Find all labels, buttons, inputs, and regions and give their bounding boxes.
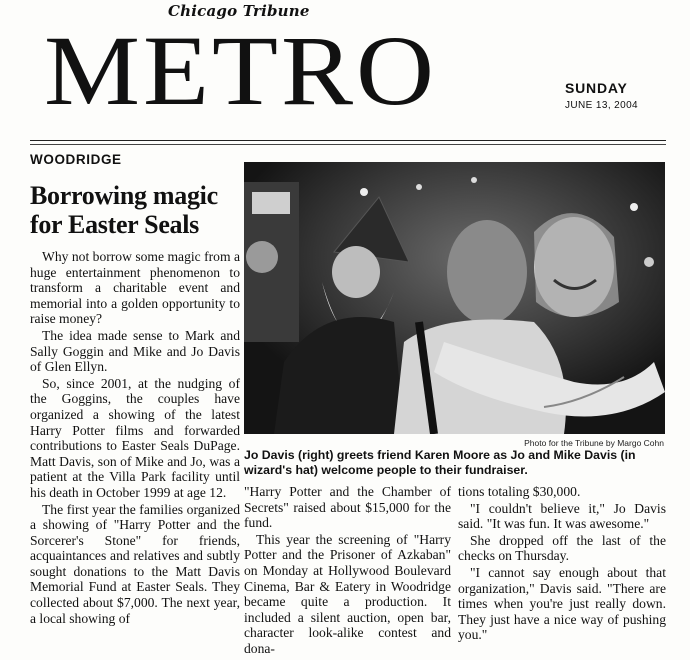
paragraph: "I couldn't believe it," Jo Davis said. "It was fun. It was awesome." <box>458 500 666 532</box>
paragraph: Why not borrow some magic from a huge entertainment phenomenon to transform a charitable event and memorial into a golden opportunity to raise money? <box>30 249 240 327</box>
photo-caption: Jo Davis (right) greets friend Karen Moore as Jo and Mike Davis (in wizard's hat) welcome people to their fundraiser. <box>244 448 636 477</box>
photo-credit: Photo for the Tribune by Margo Cohn <box>524 438 664 448</box>
paragraph: The first year the families organized a showing of "Harry Potter and the Sorcerer's Stone" for friends, acquaintances and relatives and subtly sought donations to the Matt Davis Memorial Fund at Easter Seals. They collected about $7,000. The next year, a local showing of <box>30 501 240 626</box>
masthead-paper-name: Chicago Tribune <box>168 2 310 20</box>
news-photo <box>244 162 665 434</box>
paragraph: This year the screening of "Harry Potter and the Prisoner of Azkaban" on Monday at Hollywood Boulevard Cinema, Bar & Eatery in Woodridge became quite a production. It included a silent auction, open bar, character look-alike contest and dona- <box>244 531 451 656</box>
masthead-rule-thin <box>30 144 666 145</box>
paragraph: "Harry Potter and the Chamber of Secrets" raised about $15,000 for the fund. <box>244 484 451 531</box>
article-column-1 <box>30 249 240 627</box>
paragraph: tions totaling $30,000. <box>458 484 581 499</box>
photo-illustration <box>244 162 665 434</box>
paragraph: She dropped off the last of the checks on Thursday. <box>458 532 666 564</box>
dateline: WOODRIDGE <box>30 152 122 167</box>
paragraph: "I cannot say enough about that organization," Davis said. "There are times when you're just really down. They just have a nice way of pushing you." <box>458 564 666 643</box>
paragraph: The idea made sense to Mark and Sally Goggin and Mike and Jo Davis of Glen Ellyn. <box>30 327 240 375</box>
article-column-3 <box>458 484 666 644</box>
section-title: METRO <box>44 16 437 126</box>
issue-day: SUNDAY <box>565 80 628 96</box>
headline: Borrowing magic for Easter Seals <box>30 181 218 239</box>
masthead-rule <box>30 140 666 141</box>
issue-date: JUNE 13, 2004 <box>565 100 639 111</box>
paragraph: So, since 2001, at the nudging of the Goggins, the couples have organized a showing of the latest Harry Potter films and forwarded contributions to Easter Seals DuPage. Matt Davis, son of Mike and Jo, was a patient at the Villa Park facility until his death in October 1999 at age 12. <box>30 375 240 500</box>
article-column-2 <box>244 484 451 658</box>
